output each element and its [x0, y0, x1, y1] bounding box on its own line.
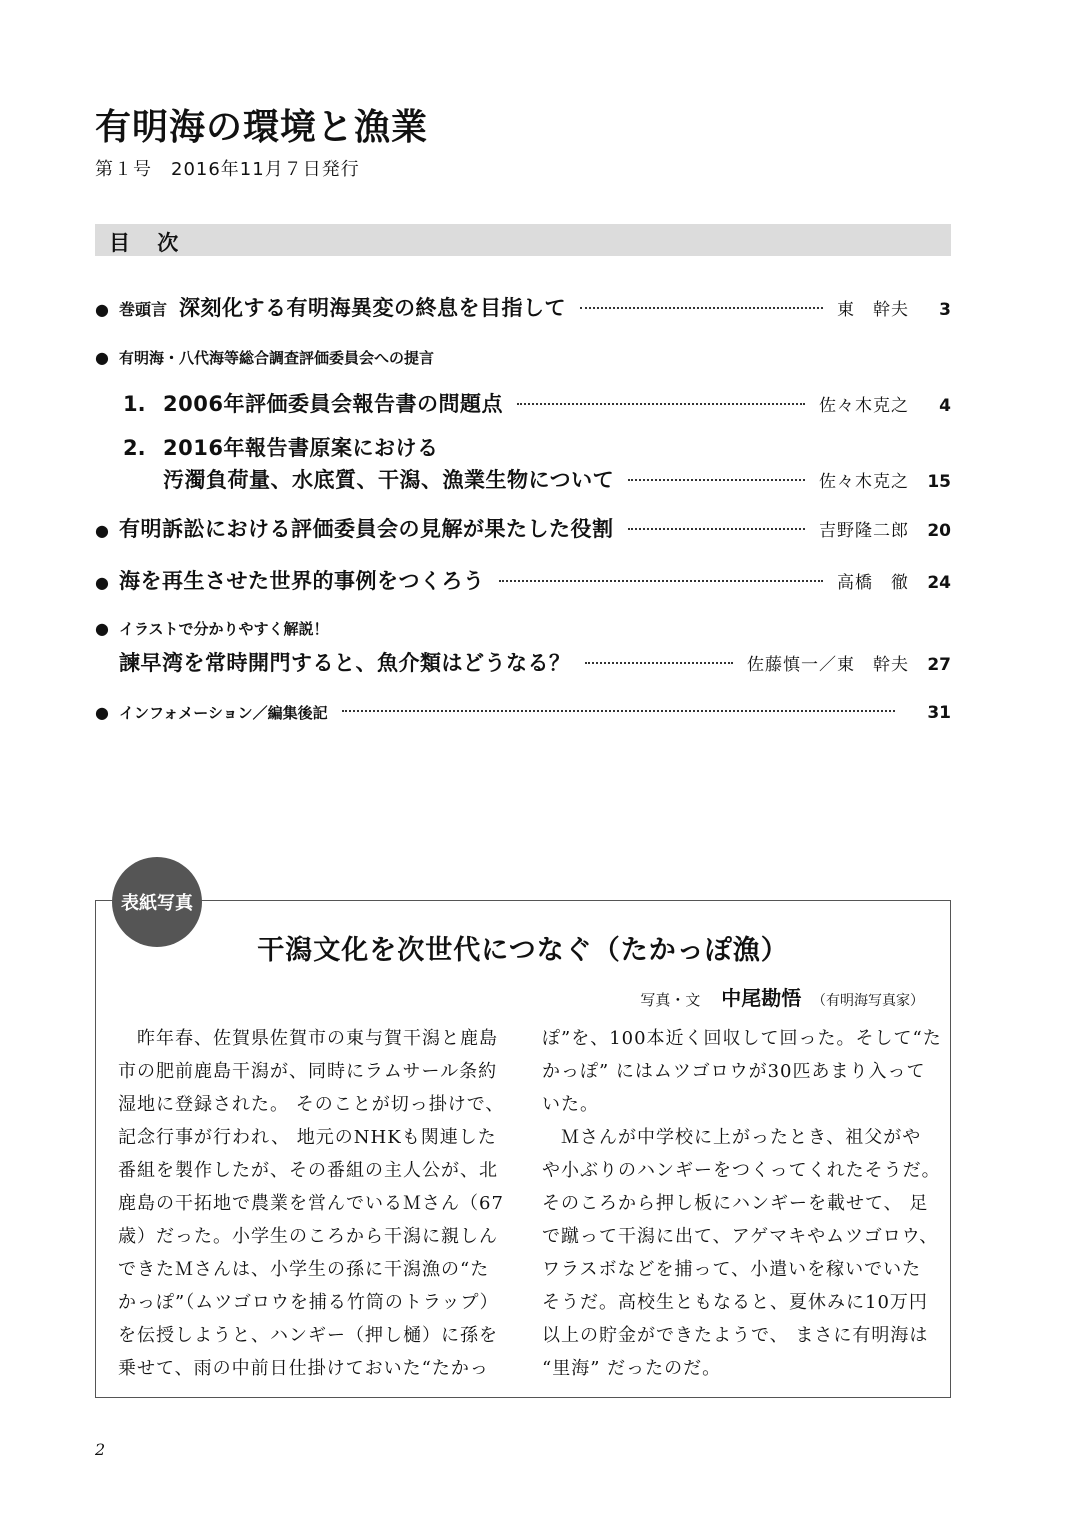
toc-item-line2[interactable] [95, 464, 951, 494]
toc-item-title: 2006年評価委員会報告書の問題点 [163, 392, 503, 416]
toc-item-title-continued: 汚濁負荷量、水底質、干潟、漁業生物について [163, 468, 615, 492]
toc-item[interactable] [95, 702, 951, 723]
bullet-icon: ● [95, 703, 109, 722]
toc-item[interactable] [95, 565, 951, 595]
toc-item-author: 吉野隆二郎 [819, 521, 909, 541]
credit-role: 写真・文 [640, 991, 701, 1009]
text-line: 記念行事が行われ、 地元のNHKも関連した [118, 1127, 497, 1148]
leader-dots [517, 403, 805, 405]
leader-dots [585, 662, 734, 664]
toc-item-line1[interactable] [95, 432, 951, 462]
toc-item-title: 有明訴訟における評価委員会の見解が果たした役割 [119, 517, 614, 541]
leader-dots [499, 580, 824, 582]
toc-section [95, 347, 951, 368]
cover-credit [640, 982, 924, 1011]
leader-dots [628, 479, 805, 481]
text-line: 以上の貯金ができたようで、 まさに有明海は [542, 1325, 929, 1346]
toc-item[interactable] [95, 292, 951, 322]
toc-item-author: 佐々木克之 [819, 472, 909, 492]
text-line: 昨年春、佐賀県佐賀市の東与賀干潟と鹿島 [118, 1028, 498, 1049]
toc-item[interactable] [95, 388, 951, 418]
credit-affiliation: （有明海写真家） [812, 993, 924, 1009]
toc-item-label: 巻頭言 [119, 300, 168, 319]
bullet-icon: ● [95, 300, 109, 319]
toc-item-subtitle-row [95, 618, 951, 639]
bullet-icon: ● [95, 619, 109, 638]
text-line: そのころから押し板にハンギーを載せて、 足 [542, 1193, 929, 1214]
toc-item-page: 24 [927, 573, 951, 593]
publication-title: 有明海の環境と漁業 [95, 107, 429, 148]
text-line: かっぽ” にはムツゴロウが30匹あまり入って [542, 1061, 926, 1082]
toc-item-page: 4 [939, 396, 951, 416]
cover-text-right-column [542, 1022, 942, 1385]
text-line: ぽ”を、100本近く回収して回った。そして“た [542, 1028, 942, 1049]
text-line: いた。 [542, 1094, 599, 1115]
toc-item-page: 27 [927, 655, 951, 675]
text-line: かっぽ”（ムツゴロウを捕る竹筒のトラップ） [118, 1292, 499, 1313]
page-number: 2 [95, 1440, 106, 1459]
credit-name: 中尾勘悟 [721, 986, 802, 1010]
text-line: ワラスボなどを捕って、小遣いを稼いでいた [542, 1259, 922, 1280]
text-line: を伝授しようと、ハンギー（押し樋）に孫を [118, 1325, 498, 1346]
text-line: 番組を製作したが、その番組の主人公が、北 [118, 1160, 498, 1181]
toc-item-title: 海を再生させた世界的事例をつくろう [119, 569, 485, 593]
leader-dots [342, 710, 895, 712]
text-line: 乗せて、雨の中前日仕掛けておいた“たかっ [118, 1358, 489, 1379]
text-line: や小ぶりのハンギーをつくってくれたそうだ。 [542, 1160, 941, 1181]
toc-item[interactable] [95, 647, 951, 677]
toc-item-subtitle: イラストで分かりやすく解説！ [119, 620, 329, 638]
bullet-icon: ● [95, 348, 109, 367]
toc-item-author: 東 幹夫 [837, 300, 909, 320]
cover-title: 干潟文化を次世代につなぐ（たかっぽ漁） [257, 935, 789, 966]
bullet-icon: ● [95, 521, 109, 540]
toc-item-author: 高橋 徹 [837, 573, 909, 593]
toc-item-page: 3 [939, 300, 951, 320]
issue-info: 第１号 2016年11月７日発行 [95, 159, 360, 180]
toc-item-page: 20 [927, 521, 951, 541]
toc-item-number: 2. [123, 436, 146, 460]
toc-item-author: 佐藤慎一／東 幹夫 [747, 655, 909, 675]
text-line: で蹴って干潟に出て、アゲマキやムツゴロウ、 [542, 1226, 939, 1247]
bullet-icon: ● [95, 573, 109, 592]
text-line: できたＭさんは、小学生の孫に干潟漁の“た [118, 1259, 490, 1280]
cover-badge-label: 表紙写真 [121, 893, 193, 914]
text-line: 市の肥前鹿島干潟が、同時にラムサール条約 [118, 1061, 498, 1082]
text-line: 鹿島の干拓地で農業を営んでいるＭさん（67 [118, 1193, 504, 1214]
text-line: 湿地に登録された。 そのことが切っ掛けで、 [118, 1094, 505, 1115]
text-line: “里海” だったのだ。 [542, 1358, 722, 1379]
toc-item-page: 31 [927, 703, 951, 723]
text-line: そうだ。高校生ともなると、夏休みに10万円 [542, 1292, 928, 1313]
toc-item-title: インフォメーション／編集後記 [119, 704, 328, 722]
toc-item-author: 佐々木克之 [819, 396, 909, 416]
toc-item-page: 15 [927, 472, 951, 492]
toc-item-title: 諫早湾を常時開門すると、魚介類はどうなる？ [119, 651, 571, 675]
cover-text-left-column [118, 1022, 504, 1385]
text-line: 歳）だった。小学生のころから干潟に親しん [118, 1226, 498, 1247]
text-line: Ｍさんが中学校に上がったとき、祖父がや [542, 1127, 922, 1148]
toc-item[interactable] [95, 513, 951, 543]
toc-heading-bar [95, 224, 951, 256]
leader-dots [580, 307, 823, 309]
toc-item-title: 深刻化する有明海異変の終息を目指して [179, 296, 567, 320]
toc-item-number: 1. [123, 392, 146, 416]
toc-item-title: 2016年報告書原案における [163, 436, 439, 460]
leader-dots [628, 528, 806, 530]
toc-section-title: 有明海・八代海等総合調査評価委員会への提言 [119, 349, 435, 367]
toc-heading: 目 次 [109, 231, 189, 255]
